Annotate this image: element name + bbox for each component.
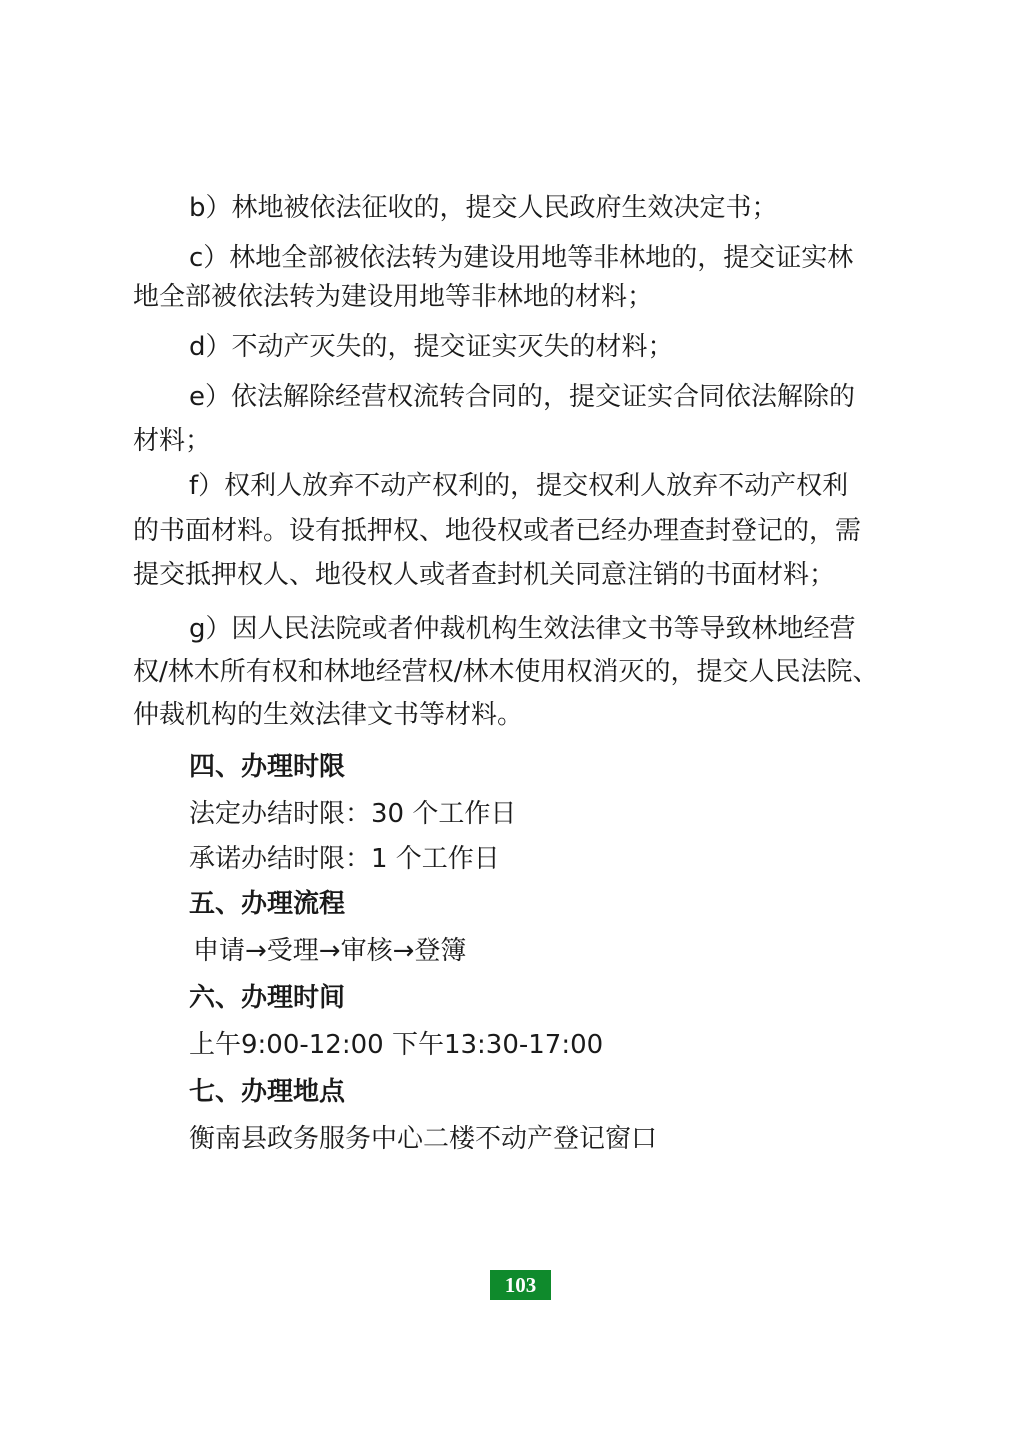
process-flow: 申请→受理→审核→登簿 <box>193 936 467 966</box>
item-g-line-2: 权/林木所有权和林地经营权/林木使用权消灭的，提交人民法院、 <box>133 657 879 687</box>
section-5-heading: 五、办理流程 <box>189 889 346 919</box>
office-hours: 上午9:00-12:00 下午13:30-17:00 <box>189 1030 604 1060</box>
item-c-line-2: 地全部被依法转为建设用地等非林地的材料； <box>133 282 654 312</box>
legal-time-limit: 法定办结时限：30 个工作日 <box>189 799 517 829</box>
item-g-line-3: 仲裁机构的生效法律文书等材料。 <box>133 700 524 730</box>
item-f-line-2: 的书面材料。设有抵押权、地役权或者已经办理查封登记的，需 <box>133 516 862 546</box>
promised-time-limit: 承诺办结时限：1 个工作日 <box>189 844 500 874</box>
item-c-line-1: c）林地全部被依法转为建设用地等非林地的，提交证实林 <box>189 243 854 273</box>
section-7-heading: 七、办理地点 <box>189 1077 346 1107</box>
item-f-line-3: 提交抵押权人、地役权人或者查封机关同意注销的书面材料； <box>133 560 836 590</box>
page-number-badge: 103 <box>490 1270 551 1300</box>
section-6-heading: 六、办理时间 <box>189 983 346 1013</box>
item-b: b）林地被依法征收的，提交人民政府生效决定书； <box>189 193 778 223</box>
office-location: 衡南县政务服务中心二楼不动产登记窗口 <box>189 1124 658 1154</box>
section-4-heading: 四、办理时限 <box>189 752 346 782</box>
item-e-line-1: e）依法解除经营权流转合同的，提交证实合同依法解除的 <box>189 382 855 412</box>
item-e-line-2: 材料； <box>133 426 212 456</box>
item-f-line-1: f）权利人放弃不动产权利的，提交权利人放弃不动产权利 <box>189 471 849 501</box>
item-d: d）不动产灭失的，提交证实灭失的材料； <box>189 332 674 362</box>
item-g-line-1: g）因人民法院或者仲裁机构生效法律文书等导致林地经营 <box>189 614 856 644</box>
